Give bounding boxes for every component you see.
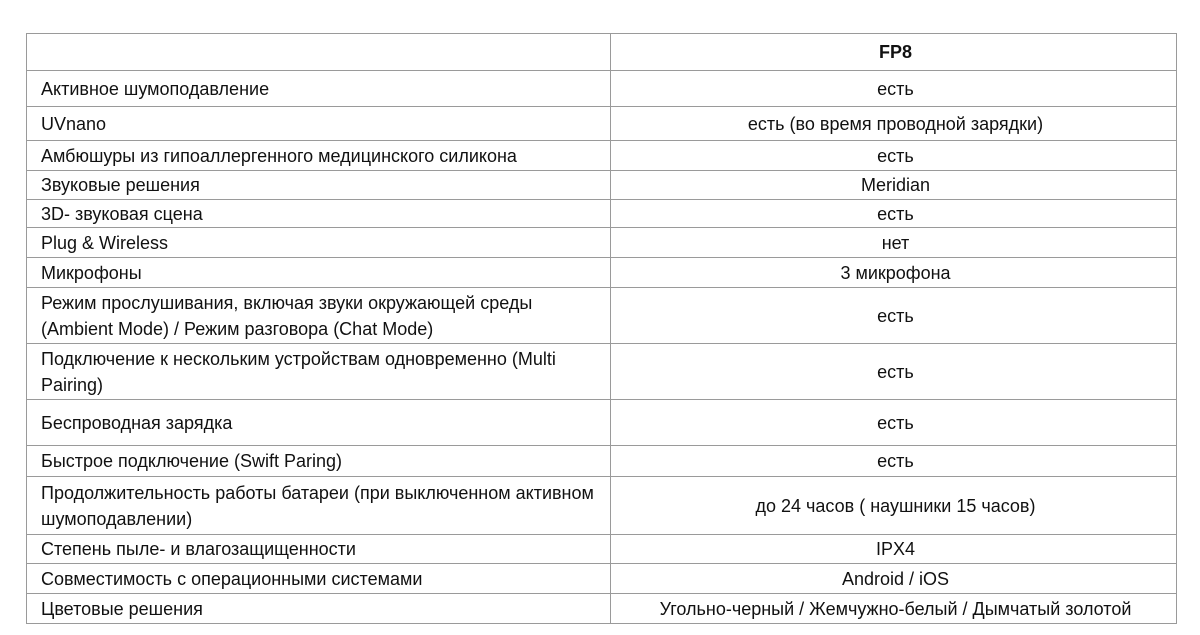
feature-cell: Степень пыле- и влагозащищенности	[27, 535, 611, 564]
feature-cell: Быстрое подключение (Swift Paring)	[27, 446, 611, 477]
table-row	[27, 258, 1177, 288]
table-row	[27, 171, 1177, 200]
feature-cell: Цветовые решения	[27, 594, 611, 624]
feature-cell: Активное шумоподавление	[27, 71, 611, 107]
specs-table	[26, 33, 1177, 624]
value-cell: до 24 часов ( наушники 15 часов)	[611, 477, 1177, 535]
feature-cell: Микрофоны	[27, 258, 611, 288]
feature-cell: Подключение к нескольким устройствам одновременно (Multi Pairing)	[27, 344, 611, 400]
value-cell: Угольно-черный / Жемчужно-белый / Дымчатый золотой	[611, 594, 1177, 624]
feature-cell: Амбюшуры из гипоаллергенного медицинского силикона	[27, 141, 611, 171]
value-cell: есть	[611, 141, 1177, 171]
table-row	[27, 344, 1177, 400]
table-row	[27, 594, 1177, 624]
value-cell: есть (во время проводной зарядки)	[611, 107, 1177, 141]
value-cell: Android / iOS	[611, 564, 1177, 594]
table-row	[27, 107, 1177, 141]
table-row	[27, 564, 1177, 594]
feature-cell: 3D- звуковая сцена	[27, 200, 611, 228]
value-cell: есть	[611, 288, 1177, 344]
feature-cell: Совместимость с операционными системами	[27, 564, 611, 594]
table-row	[27, 477, 1177, 535]
table-row	[27, 288, 1177, 344]
model-header: FP8	[611, 34, 1177, 71]
value-cell: есть	[611, 71, 1177, 107]
table-row	[27, 446, 1177, 477]
feature-cell: Беспроводная зарядка	[27, 400, 611, 446]
feature-cell: Звуковые решения	[27, 171, 611, 200]
feature-cell: Plug & Wireless	[27, 228, 611, 258]
table-row	[27, 228, 1177, 258]
value-cell: есть	[611, 446, 1177, 477]
header-empty-cell	[27, 34, 611, 71]
value-cell: нет	[611, 228, 1177, 258]
table-row	[27, 535, 1177, 564]
feature-cell: Режим прослушивания, включая звуки окружающей среды (Ambient Mode) / Режим разговора (Chat Mode)	[27, 288, 611, 344]
table-row	[27, 71, 1177, 107]
value-cell: есть	[611, 200, 1177, 228]
value-cell: IPX4	[611, 535, 1177, 564]
feature-cell: Продолжительность работы батареи (при выключенном активном шумоподавлении)	[27, 477, 611, 535]
feature-cell: UVnano	[27, 107, 611, 141]
table-row	[27, 141, 1177, 171]
value-cell: есть	[611, 400, 1177, 446]
value-cell: есть	[611, 344, 1177, 400]
table-row	[27, 200, 1177, 228]
value-cell: 3 микрофона	[611, 258, 1177, 288]
header-row	[27, 34, 1177, 71]
table-row	[27, 400, 1177, 446]
value-cell: Meridian	[611, 171, 1177, 200]
